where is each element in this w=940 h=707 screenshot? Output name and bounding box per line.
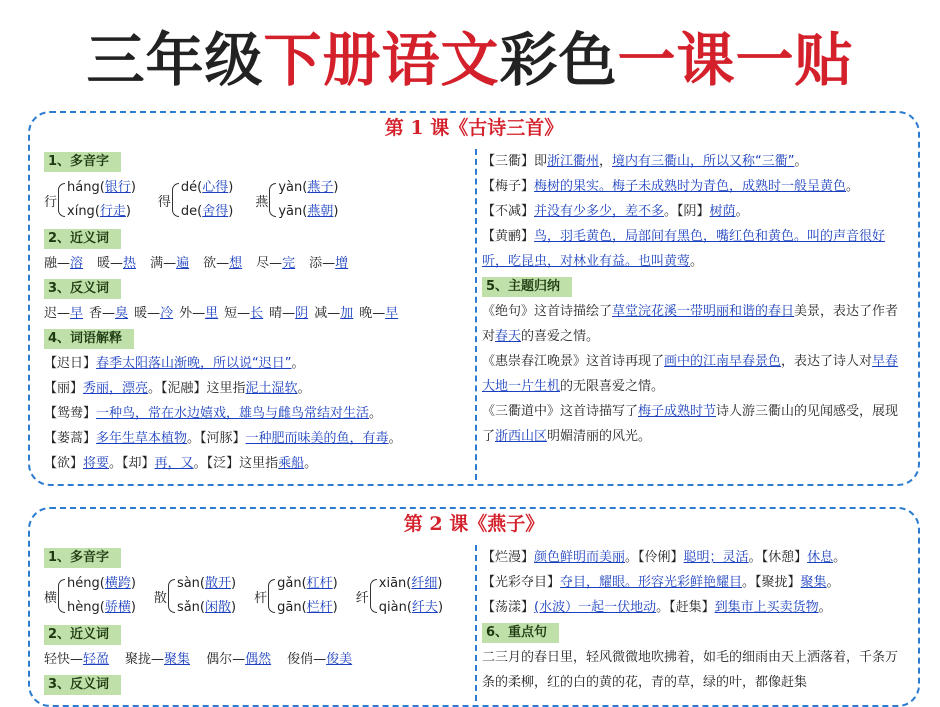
brace xyxy=(168,579,175,613)
definition-item: 【荡漾】(水波）一起一伏地动。【赶集】到集市上买卖货物。 xyxy=(482,600,832,615)
polyphone-group: 燕 yàn(燕子) yān(燕朝) xyxy=(255,180,339,219)
definition-item: 【三衢】即浙江衢州，境内有三衢山，所以又称“三衢”。 xyxy=(482,154,808,169)
synonym-list: 轻快—轻盈 聚拢—聚集 偶尔—偶然 俊俏—俊美 xyxy=(44,652,353,667)
polyphone-list xyxy=(44,174,474,226)
page-title: 三年级下册语文彩色一课一贴 xyxy=(86,26,854,94)
antonym-list: 迟—早 香—臭 暖—冷 外—里 短—长 晴—阴 减—加 晚—早 xyxy=(44,306,399,321)
lesson-1-right-column xyxy=(482,149,908,478)
lesson-1-left-column xyxy=(44,149,474,478)
theme-summary: 《惠崇春江晚景》这首诗再现了画中的江南早春景色，表达了诗人对早春大地一片生机的无限喜爱之情。 xyxy=(482,354,899,394)
section-heading: 1、多音字 xyxy=(44,548,121,568)
theme-summary: 《三衢道中》这首诗描写了梅子成熟时节诗人游三衢山的见闻感受，展现了浙西山区明媚清丽的风光。 xyxy=(482,404,899,444)
section-heading: 5、主题归纳 xyxy=(482,277,572,297)
brace xyxy=(268,579,275,613)
brace xyxy=(172,183,179,217)
brace xyxy=(370,579,377,613)
definition-item: 【鸳鸯】一种鸟，常在水边嬉戏，雄鸟与雌鸟常结对生活。 xyxy=(44,406,383,421)
definition-item: 【丽】秀丽，漂亮。【泥融】这里指泥土湿软。 xyxy=(44,381,311,396)
section-heading: 2、近义词 xyxy=(44,625,121,645)
brace xyxy=(58,579,65,613)
synonym-list: 融—溶 暖—热 满—遍 欲—想 尽—完 添—增 xyxy=(44,256,349,271)
definition-item: 【梅子】梅树的果实。梅子未成熟时为青色，成熟时一般呈黄色。 xyxy=(482,179,860,194)
brace xyxy=(269,183,276,217)
definition-item: 【烂漫】颜色鲜明而美丽。【伶俐】聪明；灵活。【休憩】休息。 xyxy=(482,550,847,565)
section-heading: 2、近义词 xyxy=(44,229,121,249)
key-sentence: 二三月的春日里，轻风微微地吹拂着，如毛的细雨由天上洒落着，千条万条的柔柳，红的白的黄的花，青的草，绿的叶，都像赶集 xyxy=(482,650,899,690)
definition-item: 【蒌蒿】多年生草本植物。【河豚】一种肥而味美的鱼，有毒。 xyxy=(44,431,402,446)
lesson-2-card xyxy=(28,507,920,707)
section-heading: 3、反义词 xyxy=(44,675,121,695)
polyphone-group: 杆 gǎn(杠杆) gān(栏杆) xyxy=(254,576,338,615)
definition-item: 【光彩夺目】夺目，耀眼。形容光彩鲜艳耀目。【聚拢】聚集。 xyxy=(482,575,840,590)
lesson-2-title: 第 2 课《燕子》 xyxy=(403,513,545,535)
definition-item: 【黄鹂】鸟，羽毛黄色，局部间有黑色，嘴红色和黄色。叫的声音很好听，吃昆虫，对林业有益。也叫黄莺。 xyxy=(482,229,886,269)
section-heading: 3、反义词 xyxy=(44,279,121,299)
polyphone-group: 得 dé(心得) de(舍得) xyxy=(157,180,234,219)
column-divider xyxy=(475,545,477,701)
definition-item: 【不减】并没有少多少，差不多。【阴】树荫。 xyxy=(482,204,749,219)
brace xyxy=(58,183,65,217)
lesson-2-left-column xyxy=(44,545,474,699)
lesson-1-title: 第 1 课《古诗三首》 xyxy=(384,117,564,139)
polyphone-group: 散 sàn(散开) sǎn(闲散) xyxy=(153,576,237,615)
section-heading: 1、多音字 xyxy=(44,152,121,172)
polyphone-group: 横 héng(横跨) hèng(骄横) xyxy=(44,576,136,615)
theme-summary: 《绝句》这首诗描绘了草堂浣花溪一带明丽和谐的春日美景，表达了作者对春天的喜爱之情。 xyxy=(482,304,899,344)
polyphone-group: 行 háng(银行) xíng(行走) xyxy=(44,180,136,219)
polyphone-group: 纤 xiān(纤细) qiàn(纤夫) xyxy=(355,576,444,615)
section-heading: 4、词语解释 xyxy=(44,329,134,349)
lesson-2-right-column xyxy=(482,545,908,699)
section-heading: 6、重点句 xyxy=(482,623,559,643)
column-divider xyxy=(475,149,477,480)
lesson-1-card xyxy=(28,111,920,486)
definition-item: 【迟日】春季太阳落山渐晚，所以说“迟日”。 xyxy=(44,356,305,371)
definition-item: 【欲】将要。【却】再，又。【泛】这里指乘船。 xyxy=(44,456,318,471)
polyphone-list xyxy=(44,570,474,622)
